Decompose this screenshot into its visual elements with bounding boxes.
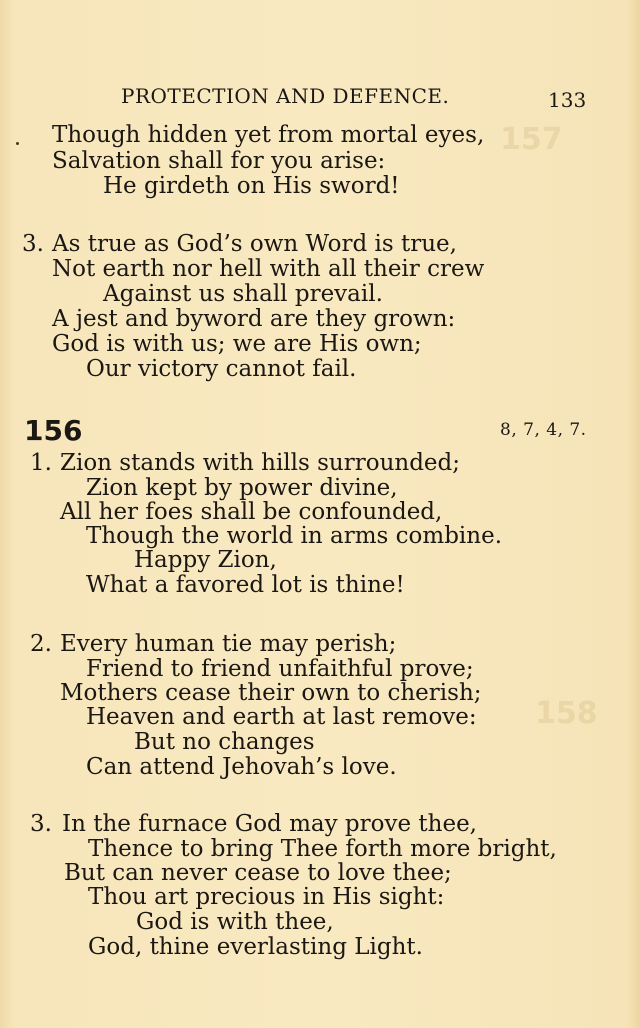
page-number: 133 [548, 88, 587, 112]
verse-line: Happy Zion, [134, 547, 277, 573]
verse-line: God is with us; we are His own; [52, 331, 422, 357]
stanza-number: 3. [30, 811, 52, 837]
verse-line: Heaven and earth at last remove: [86, 704, 477, 730]
stanza-number: 3. [22, 231, 44, 257]
verse-line: All her foes shall be confounded, [60, 499, 443, 525]
stray-mark [16, 142, 19, 145]
verse-line: Not earth nor hell with all their crew [52, 256, 485, 282]
show-through-mark: 158 [535, 696, 598, 731]
verse-line: Can attend Jehovah’s love. [86, 754, 397, 780]
stanza-number: 2. [30, 631, 52, 657]
verse-line: God, thine everlasting Light. [88, 934, 423, 960]
verse-line: Against us shall prevail. [103, 281, 383, 307]
verse-line: Friend to friend unfaithful prove; [86, 656, 474, 682]
verse-line: In the furnace God may prove thee, [62, 811, 477, 837]
verse-line: Salvation shall for you arise: [52, 148, 386, 174]
verse-line: But no changes [134, 729, 315, 755]
verse-line: Zion stands with hills surrounded; [60, 450, 461, 476]
verse-line: Every human tie may perish; [60, 631, 397, 657]
hymn-number: 156 [24, 414, 83, 447]
running-title: PROTECTION AND DEFENCE. [121, 84, 450, 108]
hymn-meter: 8, 7, 4, 7. [500, 420, 587, 440]
verse-line: As true as God’s own Word is true, [52, 231, 457, 257]
show-through-mark: 157 [500, 122, 563, 157]
verse-line: Our victory cannot fail. [86, 356, 357, 382]
verse-line: God is with thee, [136, 909, 334, 935]
verse-line: What a favored lot is thine! [86, 572, 405, 598]
verse-line: A jest and byword are they grown: [52, 306, 456, 332]
verse-line: Mothers cease their own to cherish; [60, 680, 482, 706]
verse-line: Thence to bring Thee forth more bright, [88, 836, 557, 862]
verse-line: But can never cease to love thee; [64, 860, 452, 886]
verse-line: He girdeth on His sword! [103, 173, 400, 199]
verse-line: Zion kept by power divine, [86, 475, 398, 501]
verse-line: Thou art precious in His sight: [88, 884, 445, 910]
verse-line: Though the world in arms combine. [86, 523, 503, 549]
stanza-number: 1. [30, 450, 52, 476]
verse-line: Though hidden yet from mortal eyes, [52, 122, 485, 148]
